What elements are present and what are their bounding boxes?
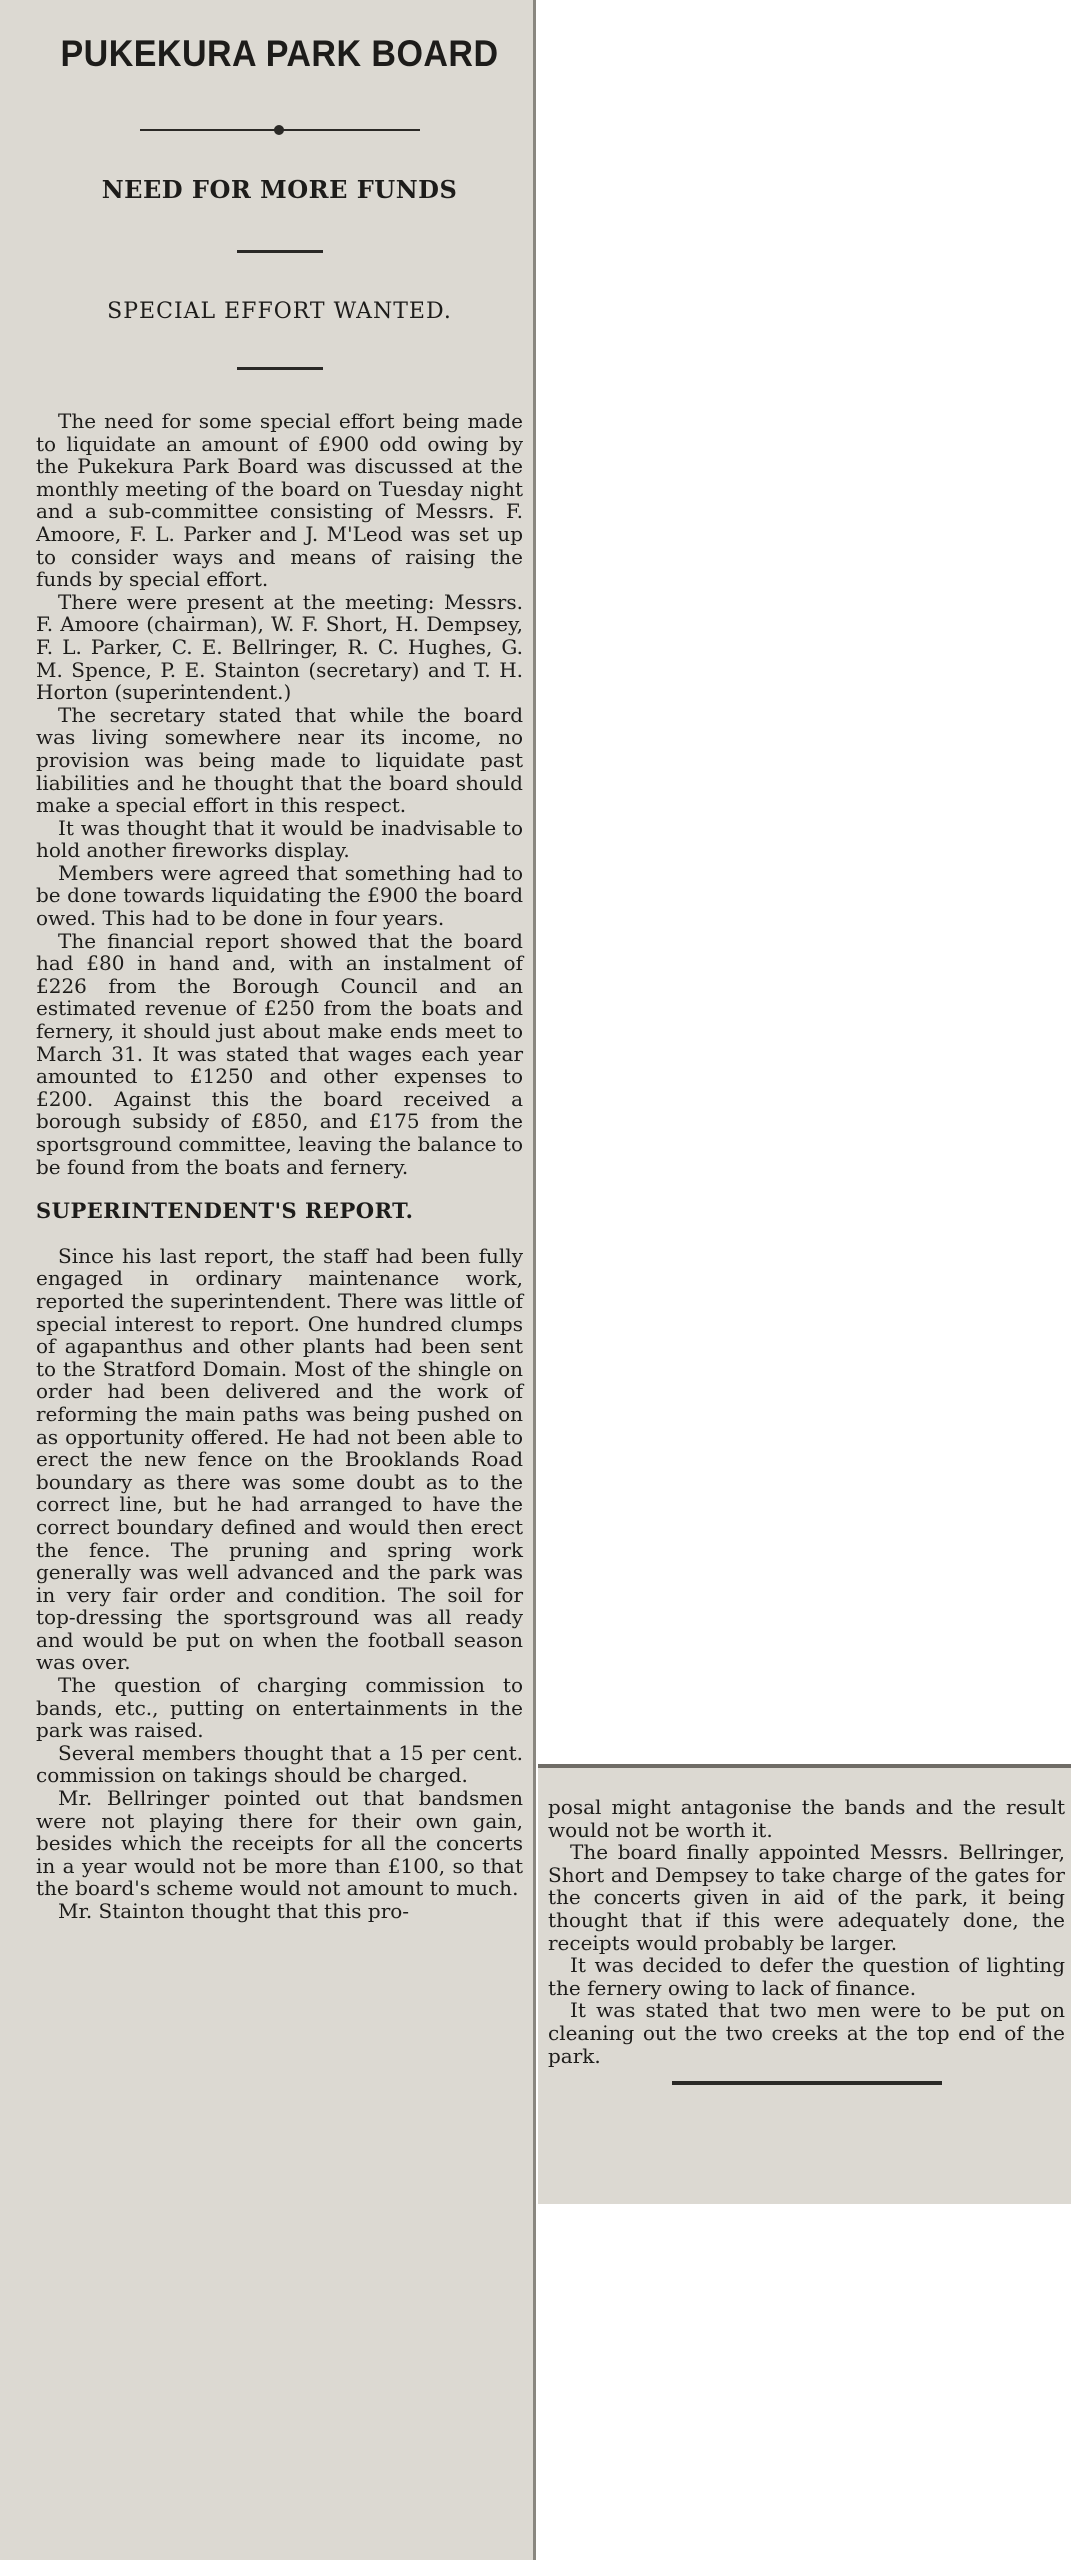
end-rule [672,2081,942,2085]
article-subheadline: SPECIAL EFFORT WANTED. [107,299,452,324]
paragraph: Since his last report, the staff had been fully engaged in ordinary maintenance work, reported the superintendent. There was little of special interest to report. One hundred clumps of agapanthus and other plants had been sent to the Stratford Domain. Most of the shingle on order had been delivered and the work of reforming the main paths was being pushed on as opportunity offered. He had not been able to erect the new fence on the Brooklands Road boundary as there was some doubt as to the correct line, but he had arranged to have the correct boundary defined and would then erect the fence. The pruning and spring work generally was well advanced and the park was in very fair order and condition. The soil for top-dressing the sportsground was all ready and would be put on when the football season was over. [36,1243,523,1675]
article-title: PUKEKURA PARK BOARD [60,33,499,74]
short-rule [237,367,323,370]
paragraph: The financial report showed that the board had £80 in hand and, with an instalment of £226 from the Borough Council and an estimated revenue of £250 from the boats and fernery, it should just about make ends meet to March 31. It was stated that wages each year amounted to £1250 and other expenses to £200. Against this the board received a borough subsidy of £850, and £175 from the sportsground committee, leaving the balance to be found from the boats and fernery. [36,928,523,1179]
paragraph: It was thought that it would be inadvisable to hold another fireworks display. [36,815,523,863]
paragraph: It was decided to defer the question of lighting the fernery owing to lack of finance. [548,1953,1065,2000]
ornamental-rule [140,124,420,136]
article-clipping-continuation [538,1764,1071,2204]
paragraph: The secretary stated that while the board was living somewhere near its income, no provision was being made to liquidate past liabilities and he thought that the board should make a special effort in this respect. [36,702,523,818]
article-body-continued [548,1796,1065,2067]
section-heading: SUPERINTENDENT'S REPORT. [36,1198,414,1224]
paragraph: It was stated that two men were to be put on cleaning out the two creeks at the top end of the park. [548,1998,1065,2068]
paragraph: The need for some special effort being made to liquidate an amount of £900 odd owing by the Pukekura Park Board was discussed at the monthly meeting of the board on Tuesday night and a sub-committee consisting of Messrs. F. Amoore, F. L. Parker and J. M'Leod was set up to consider ways and means of raising the funds by special effort. [36,409,523,592]
paragraph: Mr. Bellringer pointed out that bandsmen were not playing there for their own gain, besides which the receipts for all the concerts in a year would not be more than £100, so that the board's scheme would not amount to much. [36,1786,523,1901]
paragraph: Several members thought that a 15 per cent. commission on takings should be charged. [36,1740,523,1788]
paragraph: Mr. Stainton thought that this pro- [58,1899,410,1923]
short-rule [237,250,323,253]
article-headline: NEED FOR MORE FUNDS [101,175,458,204]
paragraph: posal might antagonise the bands and the result would not be worth it. [548,1795,1065,1842]
paragraph: The board finally appointed Messrs. Bellringer, Short and Dempsey to take charge of the gates for the concerts given in aid of the park, it being thought that if this were adequately done, the receipts would probably be larger. [548,1840,1065,1955]
article-body [36,410,523,1923]
paragraph: Members were agreed that something had to be done towards liquidating the £900 the board owed. This had to be done in four years. [36,860,523,931]
paragraph: The question of charging commission to bands, etc., putting on entertainments in the park was raised. [36,1673,523,1743]
paragraph: There were present at the meeting: Messrs. F. Amoore (chairman), W. F. Short, H. Dempsey, F. L. Parker, C. E. Bellringer, R. C. Hughes, G. M. Spence, P. E. Stainton (secretary) and T. H. Horton (superintendent.) [36,589,523,705]
